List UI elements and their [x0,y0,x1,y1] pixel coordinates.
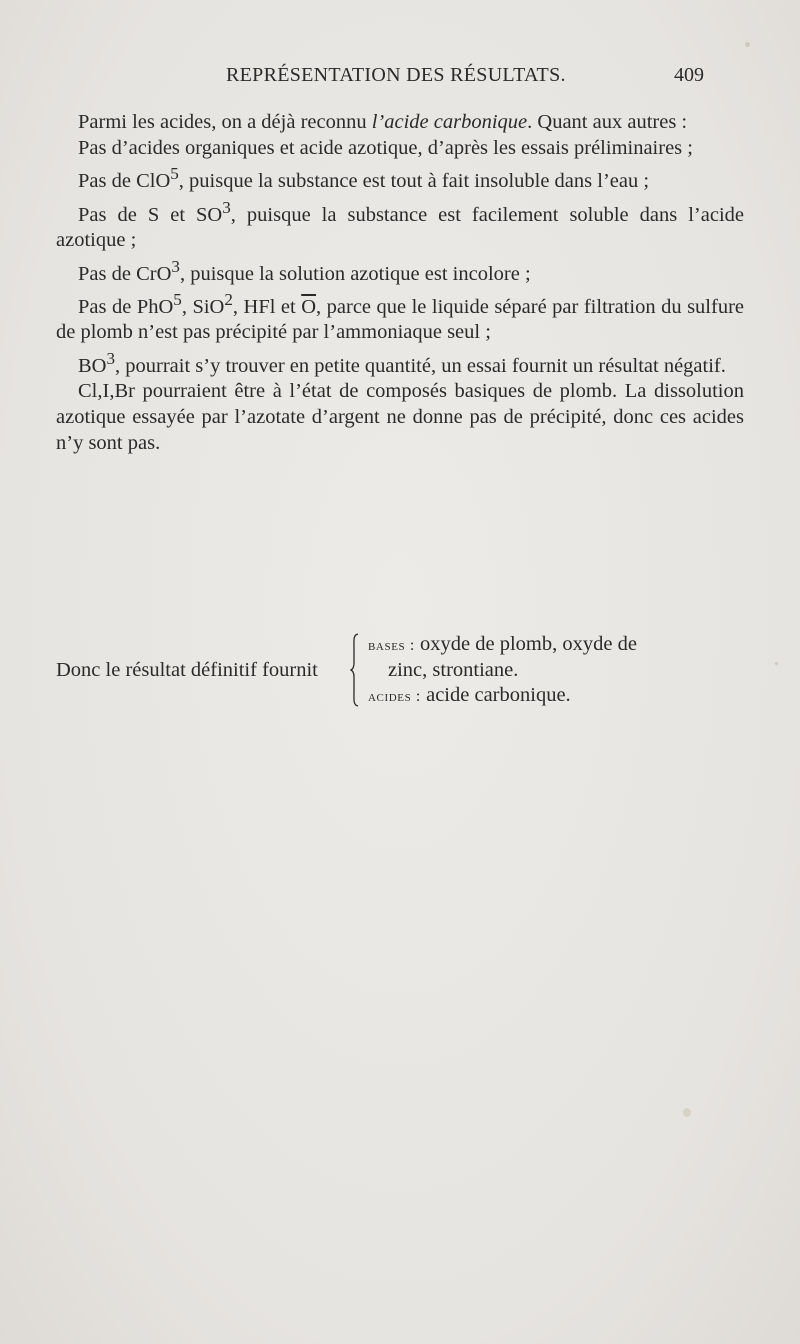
bases-label: bases : [368,637,415,654]
paragraph-halogenes: Cl,I,Br pourraient être à l’état de composés basiques de plomb. La dissolution azotique essayée par l’azotate d’argent ne donne pas de précipité, donc ces acides n’y sont pas. [56,380,744,454]
conclusion-results [368,632,744,709]
paper-speck [683,1108,691,1117]
page-header [0,64,800,94]
paper-speck [745,42,750,47]
paragraph-bo3: $BO^3$, pourrait s’y trouver en petite quantité, un essai fournit un résultat négatif. [78,349,726,377]
acides-line [368,683,744,709]
bases-line [368,632,744,658]
running-title: REPRÉSENTATION DES RÉSULTATS. [226,64,566,86]
paragraph-clo5: Pas de ClO$^5$, puisque la substance est tout à fait insoluble dans l’eau ; [78,164,650,193]
paragraph-so3: Pas de S et $SO^3$, puisque la substance est facilement soluble dans l’acide azotique ; [56,197,744,252]
paragraph-acide-carbonique: Parmi les acides, on a déjà reconnu l’acide carbonique. Quant aux autres : [78,111,688,133]
bases-continuation: zinc, strontiane. [388,658,519,681]
paragraph-acides-organiques: Pas d’acides organiques et acide azotique, d’après les essais préliminaires ; [78,136,693,159]
paper-speck [775,662,778,665]
acides-text: acide carbonique. [426,684,571,707]
curly-brace-icon [350,632,360,708]
conclusion-lead: Donc le résultat définitif fournit [56,659,318,681]
conclusion-block [56,632,744,712]
paragraph-cro3: Pas de CrO$^3$, puisque la solution azotique est incolore ; [78,256,531,285]
body-text [56,110,744,456]
acides-label: acides : [368,688,421,706]
acide-carbonique-term: l’acide carbonique [371,111,528,133]
page-number: 409 [674,64,704,86]
bases-text: oxyde de plomb, oxyde de [420,633,637,655]
paragraph-pho5: Pas de PhO$^5$, SiO$^2$, HFl et $\overline{O}$, parce que le liquide séparé par filtration du sulfure de plomb n’est pas précipité par l’ammoniaque seul ; [56,290,744,344]
